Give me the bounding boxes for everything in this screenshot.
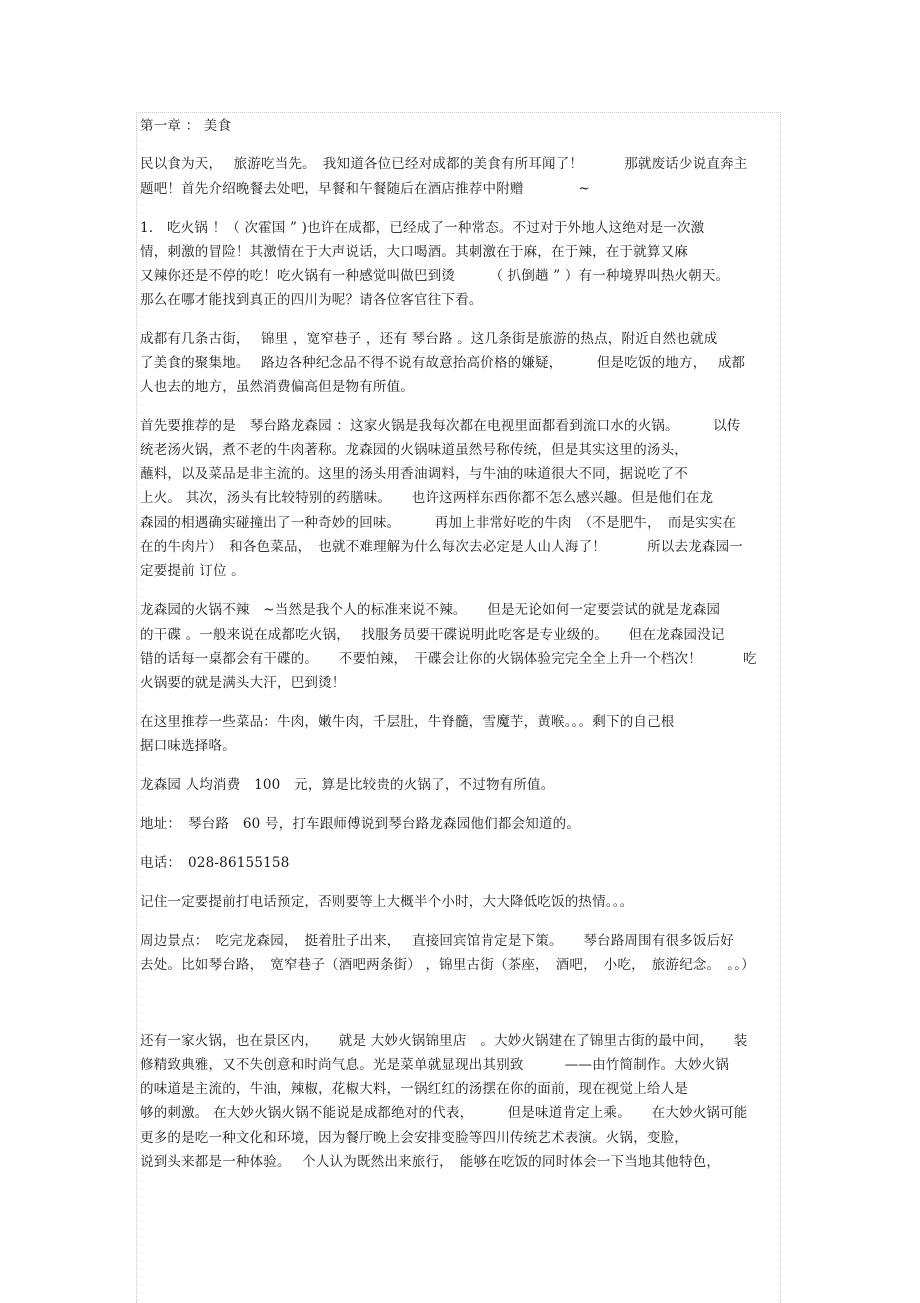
text-line: 地址： 琴台路 60 号，打车跟师傅说到琴台路龙森园他们都会知道的。 — [140, 816, 581, 832]
text-line: 龙森园 人均消费 100 元，算是比较贵的火锅了，不过物有所值。 — [140, 777, 555, 793]
text-line: 的味道是主流的，牛油，辣椒，花椒大料，一锅红红的汤摆在你的面前，现在视觉上给人是 — [140, 1081, 688, 1097]
text-line: 龙森园的火锅不辣 ~当然是我个人的标准来说不辣。 但是无论如何一定要尝试的就是龙森园 — [140, 602, 721, 618]
text-line: 还有一家火锅，也在景区内， 就是 大妙火锅锦里店 。大妙火锅建在了锦里古街的最中间， 装 — [140, 1033, 748, 1049]
text-line: 首先要推荐的是 琴台路龙森园 ：这家火锅是我每次都在电视里面都看到流口水的火锅。 以传 — [140, 418, 741, 434]
text-line: 定要提前 订位 。 — [140, 563, 245, 579]
text-line: 成都有几条古街， 锦里 ，宽窄巷子 ，还有 琴台路 。这几条街是旅游的热点，附近自然也就成 — [140, 331, 718, 347]
text-line: 情，刺激的冒险！其激情在于大声说话，大口喝酒。其刺激在于麻，在于辣，在于就算又麻 — [140, 244, 688, 260]
text-line: 民以食为天， 旅游吃当先。 我知道各位已经对成都的美食有所耳闻了！ 那就废话少说直奔主 — [140, 156, 748, 172]
chapter-title: 第一章 ： 美食 — [140, 118, 232, 134]
text-line: 在的牛肉片） 和各色菜品， 也就不难理解为什么每次去必定是人山人海了！ 所以去龙森园一 — [140, 539, 743, 555]
text-line: 那么在哪才能找到真正的四川为呢？请各位客官往下看。 — [140, 292, 483, 308]
text-line: 够的刺激。 在大妙火锅火锅不能说是成都绝对的代表， 但是味道肯定上乘。 在大妙火锅可能 — [140, 1105, 748, 1121]
text-line: 据口味选择咯。 — [140, 738, 236, 754]
text-line: 的干碟 。一般来说在成都吃火锅， 找服务员要干碟说明此吃客是专业级的。 但在龙森园没记 — [140, 627, 725, 643]
text-line: 更多的是吃一种文化和环境，因为餐厅晚上会安排变脸等四川传统艺术表演。火锅，变脸， — [140, 1130, 688, 1146]
text-line: 又辣你还是不停的吃！吃火锅有一种感觉叫做巴到烫 （ 扒倒趟 ” ）有一种境界叫热火朝天。 — [140, 268, 730, 284]
text-line: 火锅要的就是满头大汗，巴到烫！ — [140, 675, 346, 691]
text-line: 1. 吃火锅 ！（ 次霍国 ” )也许在成都，已经成了一种常态。不过对于外地人这绝对是一次激 — [140, 220, 705, 236]
text-line: 去处。比如琴台路， 宽窄巷子（酒吧两条街） ，锦里古街（茶座， 酒吧， 小吃， 旅游纪念。 。。） — [140, 957, 755, 973]
text-line: 了美食的聚集地。 路边各种纪念品不得不说有故意抬高价格的嫌疑， 但是吃饭的地方， 成都 — [140, 355, 746, 371]
text-line: 在这里推荐一些菜品：牛肉，嫩牛肉，千层肚，牛脊髓，雪魔芋，黄喉。。。剩下的自己根 — [140, 714, 675, 730]
text-line: 说到头来都是一种体验。 个人认为既然出来旅行， 能够在吃饭的同时体会一下当地其他特色， — [140, 1154, 721, 1170]
text-line: 记住一定要提前打电话预定，否则要等上大概半个小时，大大降低吃饭的热情。。。 — [140, 894, 634, 910]
text-line: 修精致典雅，又不失创意和时尚气息。光是菜单就显现出其别致 ——由竹简制作。大妙火锅 — [140, 1057, 730, 1073]
text-line: 周边景点： 吃完龙森园， 挺着肚子出来， 直接回宾馆肯定是下策。 琴台路周围有很多饭后好 — [140, 933, 734, 949]
text-line: 题吧！首先介绍晚餐去处吧，早餐和午餐随后在酒店推荐中附赠 ~ — [140, 181, 590, 197]
text-line: 电话： 028-86155158 — [140, 855, 290, 871]
text-line: 人也去的地方，虽然消费偏高但是物有所值。 — [140, 379, 414, 395]
text-line: 森园的相遇确实碰撞出了一种奇妙的回味。 再加上非常好吃的牛肉 （不是肥牛， 而是实实在 — [140, 515, 737, 531]
text-line: 错的话每一桌都会有干碟的。 不要怕辣， 干碟会让你的火锅体验完完全全上升一个档次！ 吃 — [140, 651, 757, 667]
text-line: 统老汤火锅，煮不老的牛肉著称。龙森园的火锅味道虽然号称传统，但是其实这里的汤头， — [140, 442, 688, 458]
text-line: 蘸料，以及菜品是非主流的。这里的汤头用香油调料，与牛油的味道很大不同，据说吃了不 — [140, 466, 688, 482]
text-line: 上火。 其次，汤头有比较特别的药膳味。 也许这两样东西你都不怎么感兴趣。但是他们在龙 — [140, 490, 714, 506]
